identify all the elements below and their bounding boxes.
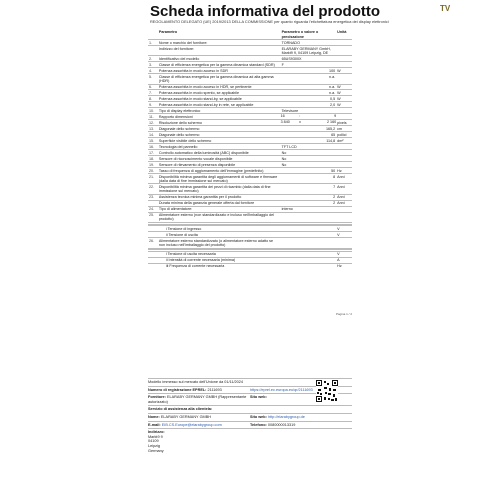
- row-unit: Anni: [336, 174, 352, 184]
- row-value: [281, 238, 337, 248]
- brand-logo: TV: [440, 4, 451, 13]
- row-number: 26.: [148, 238, 158, 248]
- row-unit: pollici: [336, 132, 352, 138]
- row-unit: V: [336, 252, 352, 258]
- table-row: [148, 46, 352, 56]
- row-number: 14.: [148, 132, 158, 138]
- row-number: 25.: [148, 212, 158, 222]
- document-subtitle: REGOLAMENTO DELEGATO (UE) 2019/2013 DELLA COMMISSIONE per quanto riguarda l'etichettatura energetica dei display elettronici: [150, 19, 389, 24]
- row-number: 21.: [148, 174, 158, 184]
- row-value: TFT LCD: [281, 144, 337, 150]
- row-value-part: 3 840: [280, 120, 290, 125]
- row-value-part: 9: [334, 114, 337, 119]
- row-parameter: Disponibilità minima garantita degli aggiornamenti di software e firmware (dalla data di fine immissione sul mercato): [158, 174, 281, 184]
- row-value: 65US9300X: [281, 56, 337, 62]
- address-block: [148, 428, 352, 454]
- row-parameter: Indirizzo del fornitore:: [158, 46, 281, 56]
- row-value: 2: [281, 194, 337, 200]
- table-row: [148, 74, 352, 84]
- row-parameter: Sensore di rilevamento di presenza disponibile: [158, 162, 281, 168]
- row-value: [281, 264, 337, 269]
- row-parameter: Assistenza tecnica minima garantita per il prodotto: [158, 194, 281, 200]
- row-parameter: Risoluzione dello schermo: [158, 120, 281, 126]
- row-parameter: Diagonale dello schermo: [158, 132, 281, 138]
- row-number: 13.: [148, 126, 158, 132]
- row-value: No: [281, 156, 337, 162]
- address-line: Markt9 9: [148, 434, 163, 439]
- row-parameter: Potenza assorbita in modo acceso in HDR, se pertinente: [158, 84, 281, 90]
- row-value: No: [281, 150, 337, 156]
- row-number: 11.: [148, 114, 158, 120]
- address-label: Indirizzo:: [148, 430, 165, 435]
- row-unit: cm: [336, 126, 352, 132]
- row-unit: Hz: [336, 168, 352, 174]
- email-label: E-mail:: [148, 422, 161, 427]
- row-parameter: ii Intensità di corrente necessaria (minima): [158, 258, 281, 264]
- site-link[interactable]: http://elarabygroup.de: [267, 414, 305, 419]
- row-value: 50: [281, 168, 337, 174]
- table-row: [148, 264, 352, 269]
- row-parameter: Alimentatore esterno (non standardizzato e incluso nell'imballaggio del prodotto): [158, 212, 281, 222]
- row-parameter: Classe di efficienza energetica per la gamma dinamica ad alta gamma (HDR): [158, 74, 281, 84]
- address-line: Germany: [148, 448, 164, 453]
- table-row: [148, 174, 352, 184]
- supplier-label: Fornitore:: [148, 395, 166, 400]
- row-number: 22.: [148, 184, 158, 194]
- row-number: 17.: [148, 150, 158, 156]
- row-unit: Anni: [336, 194, 352, 200]
- row-number: 2.: [148, 56, 158, 62]
- row-unit: W: [336, 96, 352, 102]
- row-value-part: 16: [280, 114, 285, 119]
- qr-code-icon: [316, 380, 338, 402]
- row-value: TORNADO: [281, 40, 337, 46]
- row-number: 15.: [148, 138, 158, 144]
- address-line: Leipzig: [148, 443, 161, 448]
- row-parameter: Tipo di alimentatore:: [158, 206, 281, 212]
- row-number: 6.: [148, 84, 158, 90]
- row-value: 8: [281, 174, 337, 184]
- address-line: 04109: [148, 439, 159, 444]
- row-value-part: x: [299, 120, 301, 125]
- row-parameter: Tipo di display elettronico: [158, 108, 281, 114]
- row-value: No: [281, 162, 337, 168]
- row-value-part: :: [299, 114, 301, 119]
- row-number: 4.: [148, 68, 158, 74]
- page-reference: Pagina 1 / 2: [336, 312, 353, 316]
- supplier-value: ELARABY GERMANY GMBH (Rappresentante autorizzato): [148, 395, 247, 404]
- row-parameter: Classe di efficienza energetica per la gamma dinamica standard (SDR): [158, 62, 281, 68]
- row-unit: Anni: [336, 184, 352, 194]
- row-parameter: Nome o marchio del fornitore:: [158, 40, 281, 46]
- row-parameter: Tecnologia del pannello: [158, 144, 281, 150]
- table-header-row: [148, 30, 352, 40]
- row-unit: A: [336, 258, 352, 264]
- row-unit: V: [336, 226, 352, 232]
- row-parameter: ii Tensione di uscita: [158, 232, 281, 238]
- header-unit: Unità: [337, 30, 347, 35]
- phone-value: 0080000013319: [267, 422, 296, 427]
- row-value: interno: [281, 206, 337, 212]
- row-parameter: Diagonale dello schermo: [158, 126, 281, 132]
- row-parameter: i Tensione di ingresso: [158, 226, 281, 232]
- header-value: Parametro o valore o precisazione: [281, 30, 319, 39]
- row-number: 10.: [148, 108, 158, 114]
- row-unit: Hz: [336, 264, 352, 269]
- spec-table: [148, 30, 352, 269]
- row-value: 65: [281, 132, 337, 138]
- row-number: 20.: [148, 168, 158, 174]
- row-value: 100: [281, 68, 337, 74]
- row-number: 9.: [148, 102, 158, 108]
- row-unit: [336, 212, 352, 222]
- table-row: [148, 212, 352, 222]
- name-value: ELARABY GERMANY GMBH: [160, 414, 211, 419]
- service-name-row: [148, 413, 352, 421]
- market-date-line: Modello immesso sul mercato dell'Unione da 01/11/2024: [148, 378, 352, 386]
- row-parameter: Potenza assorbita in modo stand-by, se applicabile: [158, 96, 281, 102]
- site-label-1: Sito web:: [250, 395, 267, 400]
- row-value: 165,2: [281, 126, 337, 132]
- row-parameter: Potenza assorbita in modo acceso in SDR: [158, 68, 281, 74]
- name-label: Nome:: [148, 414, 160, 419]
- row-number: [148, 46, 158, 56]
- contact-row: [148, 421, 352, 429]
- row-value: 114,8: [281, 138, 337, 144]
- row-parameter: Potenza assorbita in modo stand-by in rete, se applicabile: [158, 102, 281, 108]
- row-parameter: i Tensione di uscita necessaria: [158, 252, 281, 258]
- row-value: 0,5: [281, 96, 337, 102]
- row-value: ELARABY GERMANY GmbH, Markt9 9, 04109 Leipzig, DE: [281, 46, 337, 56]
- row-value: [281, 212, 337, 222]
- row-unit: [336, 238, 352, 248]
- site-label-2: Sito web:: [250, 414, 267, 419]
- row-number: 8.: [148, 96, 158, 102]
- row-number: 7.: [148, 90, 158, 96]
- row-unit: W: [336, 68, 352, 74]
- row-unit: pixels: [336, 120, 352, 126]
- row-value: F: [281, 62, 337, 68]
- eprel-link[interactable]: https://eprel.ec.europa.eu/qr/2111693: [250, 387, 313, 392]
- phone-label: Telefono:: [250, 422, 267, 427]
- row-value: 2,0: [281, 102, 337, 108]
- row-value: Televisore: [281, 108, 337, 114]
- service-label: Servizio di assistenza alla clientela:: [148, 405, 352, 413]
- header-param: Parametro: [158, 30, 178, 35]
- row-unit: dm²: [336, 138, 352, 144]
- row-number: 5.: [148, 74, 158, 84]
- row-unit: Anni: [336, 200, 352, 206]
- row-parameter: Disponibilità minima garantita dei pezzi di ricambio (dalla data di fine immissione sul mercato): [158, 184, 281, 194]
- row-number: 24.: [148, 206, 158, 212]
- row-parameter: Controllo automatico della luminosità (ABC) disponibile: [158, 150, 281, 156]
- row-parameter: Alimentatore esterno standardizzato (o alimentatore esterno adatto se non incluso nell'imballaggio del prodotto): [158, 238, 281, 248]
- row-number: 1.: [148, 40, 158, 46]
- row-value: n.a.: [281, 84, 337, 90]
- eprel-label: Numero di registrazione EPREL:: [148, 387, 207, 392]
- eprel-value: 2111693: [207, 387, 222, 392]
- row-unit: W: [336, 90, 352, 96]
- row-parameter: Rapporto dimensioni: [158, 114, 281, 120]
- row-value-part: 2 160: [326, 120, 337, 125]
- row-value: 2: [281, 200, 337, 206]
- row-parameter: Identificativo del modello: [158, 56, 281, 62]
- row-parameter: Superficie visibile dello schermo: [158, 138, 281, 144]
- row-parameter: Durata minima della garanzia generale offerta dal fornitore: [158, 200, 281, 206]
- row-unit: V: [336, 232, 352, 238]
- row-number: 12.: [148, 120, 158, 126]
- row-number: 3.: [148, 62, 158, 68]
- row-value: 7: [281, 184, 337, 194]
- table-row: [148, 238, 352, 248]
- row-parameter: Sensore di riconoscimento vocale disponibile: [158, 156, 281, 162]
- document-title: Scheda informativa del prodotto: [150, 3, 381, 20]
- row-value: n.a.: [281, 74, 337, 84]
- row-parameter: Potenza assorbita in modo spento, se applicabile: [158, 90, 281, 96]
- row-unit: [336, 46, 352, 56]
- row-number: 23.: [148, 194, 158, 200]
- row-number: 16.: [148, 144, 158, 150]
- table-row: [148, 184, 352, 194]
- row-unit: [336, 74, 352, 84]
- email-link[interactable]: EIB.CS.Europe@elarabygroup.com: [161, 422, 222, 427]
- row-parameter: iii Frequenza di corrente necessaria: [158, 264, 281, 269]
- row-parameter: Tasso di frequenza di aggiornamento dell'immagine (predefinito): [158, 168, 281, 174]
- row-value: n.a.: [281, 90, 337, 96]
- row-unit: W: [336, 84, 352, 90]
- row-unit: W: [336, 102, 352, 108]
- row-number: 19.: [148, 162, 158, 168]
- row-number: 18.: [148, 156, 158, 162]
- row-number: [148, 264, 158, 269]
